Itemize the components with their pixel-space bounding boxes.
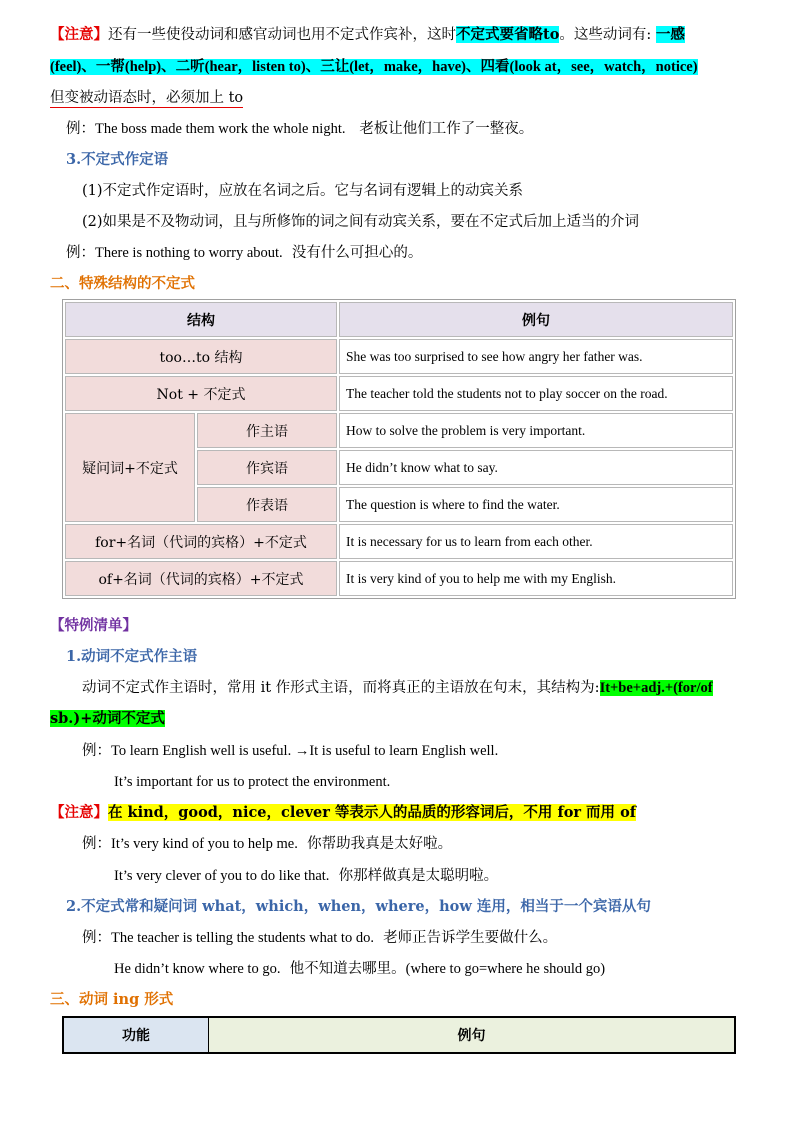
- note-highlight: 在 kind，good，nice，clever 等表示人的品质的形容词后，不用 for 而用 of: [108, 804, 637, 821]
- example-label: 例：: [82, 930, 111, 946]
- section-title-attributive: 3.不定式作定语: [66, 151, 169, 168]
- cell-example: The teacher told the students not to play soccer on the road.: [339, 376, 733, 411]
- example-zh: 他不知道去哪里。: [289, 961, 406, 977]
- cell-structure: Not + 不定式: [65, 376, 337, 411]
- cell-example: It is necessary for us to learn from each other.: [339, 524, 733, 559]
- example-line: [66, 242, 422, 264]
- example-en: The boss made them work the whole night.: [95, 121, 346, 137]
- example-en: The teacher is telling the students what to do.: [111, 930, 374, 946]
- rule-formula-cont: sb.)+动词不定式: [50, 710, 165, 727]
- highlight-to: to: [543, 26, 560, 43]
- subject-rule: [82, 677, 713, 699]
- cell-structure: too…to 结构: [65, 339, 337, 374]
- example-note: (where to go=where he should go): [405, 961, 606, 977]
- subsection-title-subject: 1.动词不定式作主语: [66, 648, 198, 665]
- subsection-title-wh: 2.不定式常和疑问词 what，which，when，where，how 连用，相当于一个宾语从句: [66, 898, 651, 915]
- example-label: 例：: [82, 743, 111, 759]
- example-line: [66, 118, 533, 140]
- example-zh: 老板让他们工作了一整夜。: [359, 121, 534, 137]
- section-title-special: 二、特殊结构的不定式: [50, 275, 195, 292]
- note-text-2: 。这些动词有:: [559, 27, 652, 43]
- cell-structure: for+名词（代词的宾格）+不定式: [65, 524, 337, 559]
- cell-sub: 作宾语: [197, 450, 337, 485]
- example-en: To learn English well is useful. →It is useful to learn English well.: [111, 743, 499, 759]
- note-line: [50, 802, 636, 824]
- example-zh: 老师正告诉学生要做什么。: [383, 930, 558, 946]
- note-text-1: 还有一些使役动词和感官动词也用不定式作宾补，这时: [108, 27, 456, 43]
- cell-example: The question is where to find the water.: [339, 487, 733, 522]
- point-1: (1)不定式作定语时，应放在名词之后。它与名词有逻辑上的动宾关系: [82, 183, 524, 199]
- cell-example: He didn’t know what to say.: [339, 450, 733, 485]
- header-function: 功能: [63, 1017, 209, 1053]
- highlight-yigan: 一感: [655, 26, 685, 43]
- example-line: [114, 865, 498, 887]
- example-label: 例：: [66, 121, 95, 137]
- example-label: 例：: [66, 245, 95, 261]
- verb-list: (feel)、一帮(help)、二听(hear，listen to)、三让(let，make，have)、四看(look at，see，watch，notice): [50, 59, 698, 75]
- note-line-2: [50, 56, 698, 78]
- table-row: [65, 524, 733, 559]
- point-2: (2)如果是不及物动词，且与所修饰的词之间有动宾关系，要在不定式后加上适当的介词: [82, 214, 640, 230]
- passive-note: 但变被动语态时，必须加上 to: [50, 90, 244, 106]
- note-line-3: [50, 87, 243, 109]
- table-row: [65, 561, 733, 596]
- note-tag: 【注意】: [50, 26, 108, 43]
- special-list-title: 【特例清单】: [50, 617, 137, 634]
- subject-rule-cont: [50, 708, 165, 730]
- header-example: 例句: [209, 1017, 736, 1053]
- header-structure: 结构: [65, 302, 337, 337]
- example-zh: 没有什么可担心的。: [291, 245, 423, 261]
- example-line: [114, 958, 605, 980]
- example-line: [82, 927, 557, 949]
- example-en: There is nothing to worry about.: [95, 245, 283, 261]
- example-line: It’s important for us to protect the environment.: [114, 774, 391, 790]
- section-title-ing: 三、动词 ing 形式: [50, 991, 174, 1008]
- example-line: [82, 740, 498, 762]
- rule-text: 动词不定式作主语时，常用 it 作形式主语，而将真正的主语放在句末，其结构为:: [82, 680, 600, 696]
- special-structure-table: [62, 299, 736, 599]
- cell-example: How to solve the problem is very important.: [339, 413, 733, 448]
- cell-example: It is very kind of you to help me with my English.: [339, 561, 733, 596]
- cell-sub: 作主语: [197, 413, 337, 448]
- highlight-omit: 不定式要省略: [456, 26, 543, 43]
- example-zh: 你帮助我真是太好啦。: [307, 836, 453, 852]
- ing-form-table: [62, 1016, 736, 1054]
- cell-structure: 疑问词+不定式: [65, 413, 195, 522]
- note-line-1: [50, 24, 685, 46]
- cell-structure: of+名词（代词的宾格）+不定式: [65, 561, 337, 596]
- example-label: 例：: [82, 836, 111, 852]
- example-zh: 你那样做真是太聪明啦。: [338, 868, 499, 884]
- table-row: [65, 413, 733, 448]
- table-header-row: [65, 302, 733, 337]
- example-line: [82, 833, 452, 855]
- example-en: It’s very kind of you to help me.: [111, 836, 298, 852]
- cell-sub: 作表语: [197, 487, 337, 522]
- table-header-row: [63, 1017, 735, 1053]
- example-en: He didn’t know where to go.: [114, 961, 281, 977]
- table-row: [65, 339, 733, 374]
- rule-formula: It+be+adj.+(for/of: [599, 680, 713, 696]
- note-tag: 【注意】: [50, 804, 108, 821]
- example-en: It’s very clever of you to do like that.: [114, 868, 330, 884]
- header-example: 例句: [339, 302, 733, 337]
- cell-example: She was too surprised to see how angry her father was.: [339, 339, 733, 374]
- table-row: [65, 376, 733, 411]
